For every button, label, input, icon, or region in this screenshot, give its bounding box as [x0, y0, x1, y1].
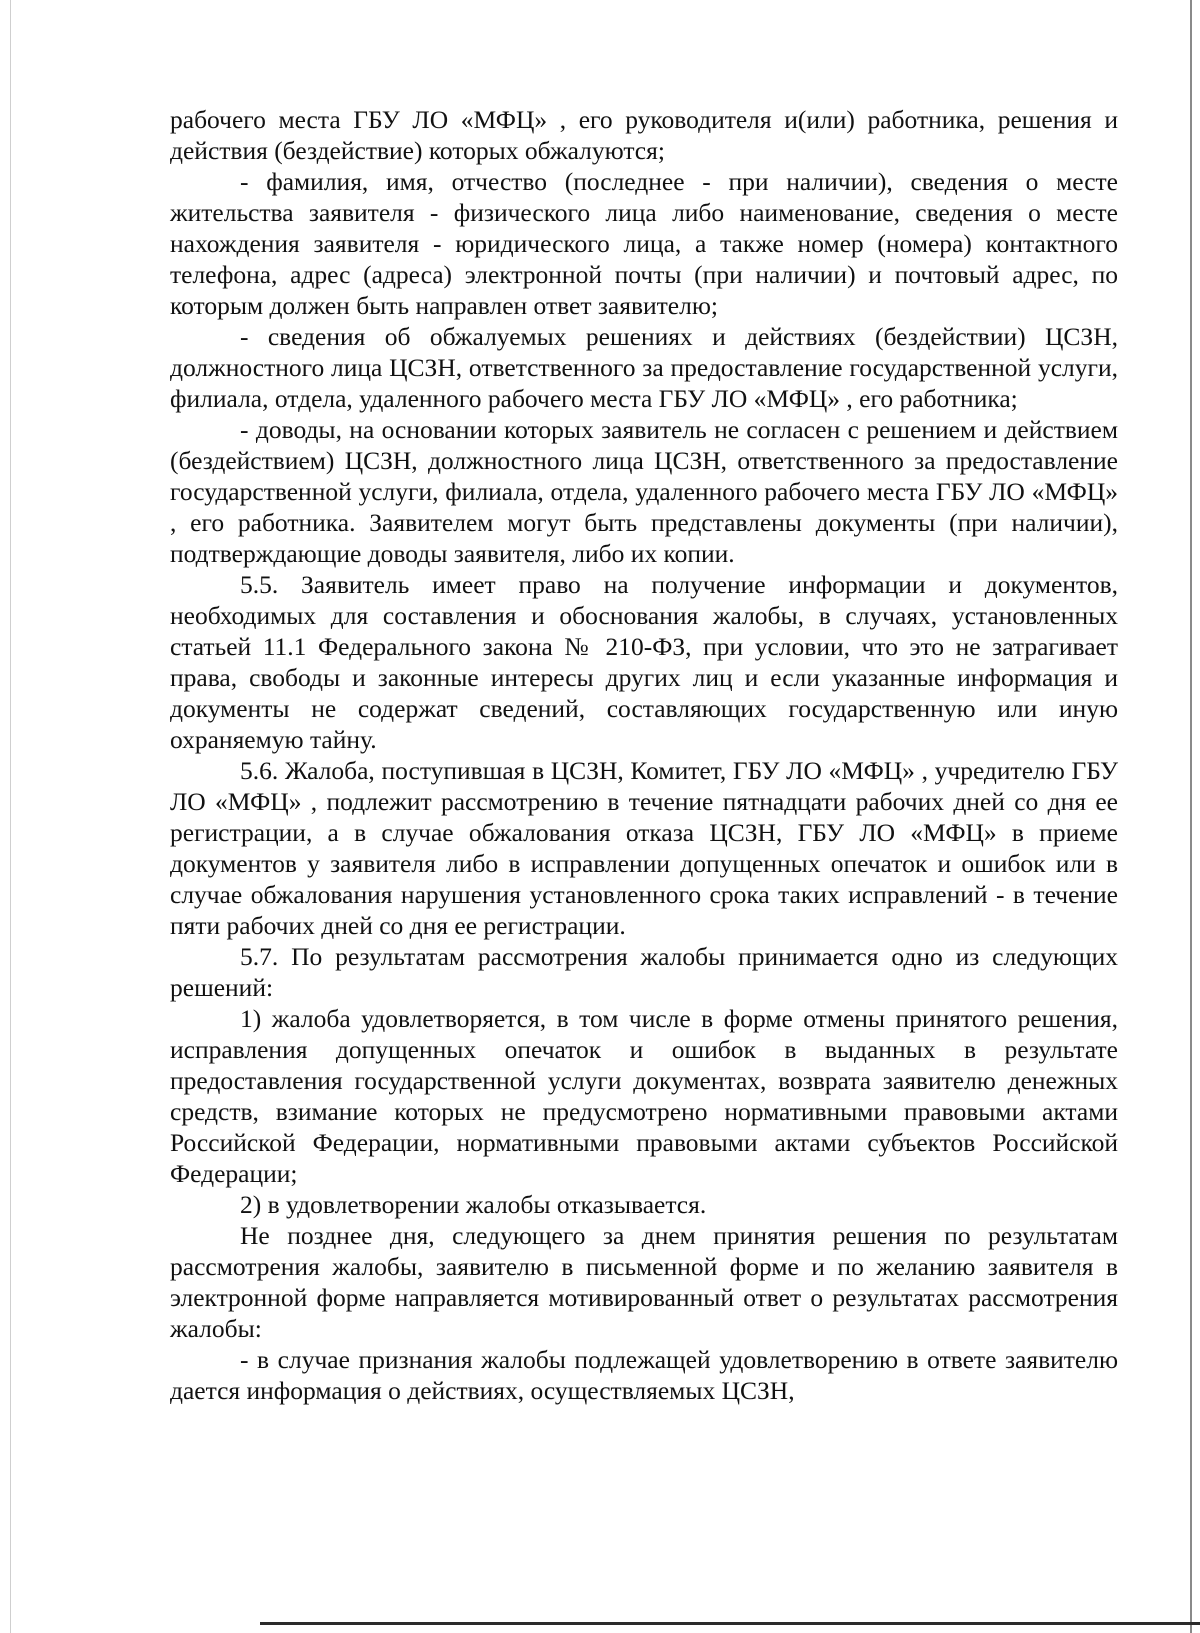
paragraph-appealed-decisions: - сведения об обжалуемых решениях и действиях (бездействии) ЦСЗН, должностного лица ЦСЗН, ответственного за предоставление государственной услуги, филиала, отдела, удаленного рабочего места ГБУ ЛО «МФЦ» , его работника; [170, 322, 1118, 413]
paragraph-applicant-name: - фамилия, имя, отчество (последнее - при наличии), сведения о месте жительства заявителя - физического лица либо наименование, сведения о месте нахождения заявителя - юридического лица, а также номер (номера) контактного телефона, адрес (адреса) электронной почты (при наличии) и почтовый адрес, по которым должен быть направлен ответ заявителю; [170, 167, 1118, 320]
paragraph-response-deadline: Не позднее дня, следующего за днем принятия решения по результатам рассмотрения жалобы, заявителю в письменной форме и по желанию заявителя в электронной форме направляется мотивированный ответ о результатах рассмотрения жалобы: [170, 1221, 1118, 1343]
paragraph-continuation: рабочего места ГБУ ЛО «МФЦ» , его руководителя и(или) работника, решения и действия (бездействие) которых обжалуются; [170, 105, 1118, 165]
paragraph-satisfied-case: - в случае признания жалобы подлежащей удовлетворению в ответе заявителю дается информация о действиях, осуществляемых ЦСЗН, [170, 1345, 1118, 1405]
scan-bottom-edge [260, 1622, 1200, 1625]
paragraph-5-7: 5.7. По результатам рассмотрения жалобы принимается одно из следующих решений: [170, 942, 1118, 1002]
paragraph-decision-2: 2) в удовлетворении жалобы отказывается. [240, 1190, 707, 1219]
paragraph-decision-1: 1) жалоба удовлетворяется, в том числе в форме отмены принятого решения, исправления допущенных опечаток и ошибок в выданных в результате предоставления государственной услуги документах, возврата заявителю денежных средств, взимание которых не предусмотрено нормативными правовыми актами Российской Федерации, нормативными правовыми актами субъектов Российской Федерации; [170, 1004, 1118, 1188]
paragraph-arguments: - доводы, на основании которых заявитель не согласен с решением и действием (бездействием) ЦСЗН, должностного лица ЦСЗН, ответственного за предоставление государственной услуги, филиала, отдела, удаленного рабочего места ГБУ ЛО «МФЦ» , его работника. Заявителем могут быть представлены документы (при наличии), подтверждающие доводы заявителя, либо их копии. [170, 415, 1118, 568]
paragraph-5-5: 5.5. Заявитель имеет право на получение информации и документов, необходимых для составления и обоснования жалобы, в случаях, установленных статьей 11.1 Федерального закона № 210-ФЗ, при условии, что это не затрагивает права, свободы и законные интересы других лиц и если указанные информация и документы не содержат сведений, составляющих государственную или иную охраняемую тайну. [170, 570, 1118, 754]
paragraph-5-6: 5.6. Жалоба, поступившая в ЦСЗН, Комитет, ГБУ ЛО «МФЦ» , учредителю ГБУ ЛО «МФЦ» , подлежит рассмотрению в течение пятнадцати рабочих дней со дня ее регистрации, а в случае обжалования отказа ЦСЗН, ГБУ ЛО «МФЦ» в приеме документов у заявителя либо в исправлении допущенных опечаток и ошибок или в случае обжалования нарушения установленного срока таких исправлений - в течение пяти рабочих дней со дня ее регистрации. [170, 756, 1118, 940]
scan-right-edge [1190, 0, 1192, 1633]
scan-left-edge [10, 0, 11, 1633]
document-body [170, 104, 1118, 1406]
